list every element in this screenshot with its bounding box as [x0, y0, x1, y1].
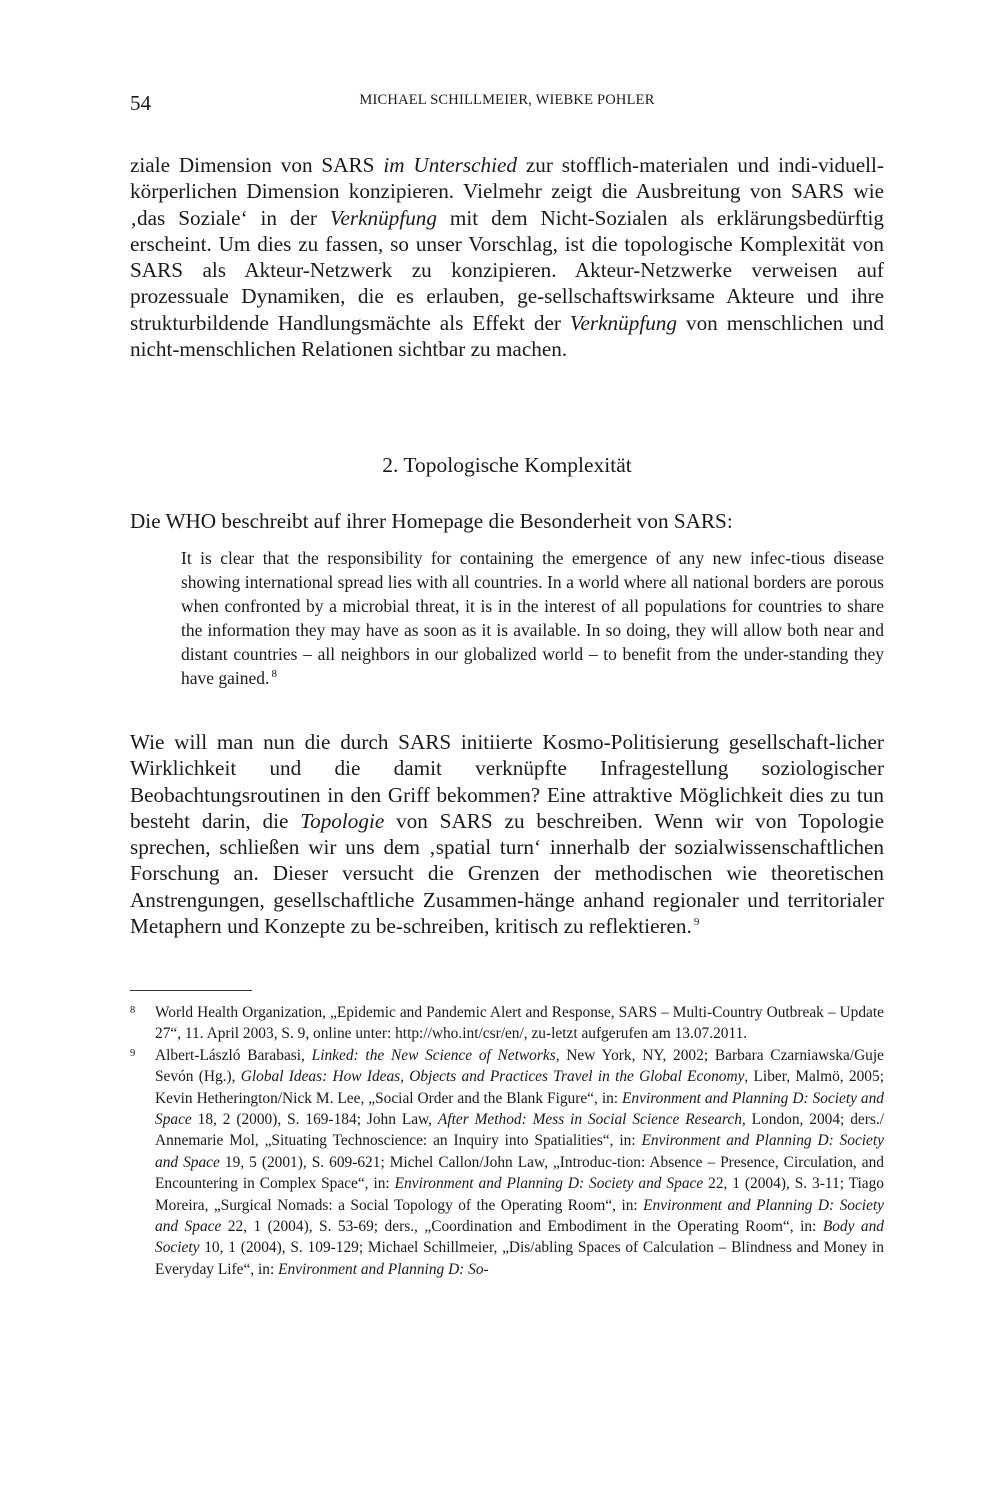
body-paragraph-1	[130, 152, 884, 362]
footnote-text	[155, 1045, 884, 1280]
italic-run: Environment and Planning D: Society and Space	[155, 1196, 885, 1236]
footnote-divider	[130, 990, 252, 991]
text-run: zur stofflich-materialen und indi-viduell-körperlichen Dimension konzipieren. Vielmehr zeigt die Ausbreitung von SARS wie ‚das Soziale‘ in der	[130, 153, 884, 230]
footnote-ref-9[interactable]: 9	[693, 916, 700, 929]
text-run: von SARS zu beschreiben. Wenn wir von Topologie sprechen, schließen wir uns dem ‚spatial turn‘ innerhalb der sozialwissenschaftlichen Forschung an. Dieser versucht die Grenzen der methodischen wie theoretischen Anstrengungen, gesellschaftliche Zusammen-hänge anhand regionaler und territorialer Metaphern und Konzepte zu be-schreiben, kritisch zu reflektieren.	[130, 808, 885, 939]
text-run: von menschlichen und nicht-menschlichen Relationen sichtbar zu machen.	[130, 310, 884, 362]
text-run: ziale Dimension von SARS	[130, 153, 384, 177]
text-run: 10, 1 (2004), S. 109-129; Michael Schillmeier, „Dis/abling Spaces of Calculation – Blindness and Money in Everyday Life“, in:	[155, 1239, 884, 1278]
italic-run: Topologie	[300, 808, 385, 833]
text-run: mit dem Nicht-Sozialen als erklärungsbedürftig erscheint. Um dies zu fassen, so unser Vorschlag, ist die topologische Komplexität von SARS als Akteur-Netzwerk zu konzipieren. Akteur-Netzwerke verweisen auf prozessuale Dynamiken, die es erlauben, ge-sellschaftswirksame Akteure und ihre strukturbildende Handlungsmächte als Effekt der	[130, 205, 884, 335]
italic-run: After Method: Mess in Social Science Research	[437, 1111, 742, 1129]
text-run: Albert-László Barabasi,	[155, 1046, 312, 1064]
italic-run: Verknüpfung	[329, 205, 437, 230]
italic-run: Global Ideas: How Ideas, Objects and Practices Travel in the Global Economy	[240, 1068, 745, 1086]
text-run: , Liber, Malmö, 2005; Kevin Hetherington/Nick M. Lee, „Social Order and the Blank Figure“, in:	[155, 1068, 884, 1107]
page-header	[130, 90, 884, 118]
text-run: 22, 1 (2004), S. 53-69; ders., „Coordination and Embodiment in the Operating Room“, in:	[221, 1218, 823, 1236]
footnote-text: World Health Organization, „Epidemic and Pandemic Alert and Response, SARS – Multi-Country Outbreak – Update 27“, 11. April 2003, S. 9, online unter: http://who.int/csr/en/, zu-letzt aufgerufen am 13.07.2011.	[155, 1004, 884, 1043]
italic-run: Environment and Planning D: So-	[278, 1260, 489, 1278]
text-run: 18, 2 (2000), S. 169-184; John Law,	[191, 1111, 438, 1129]
italic-run: Linked: the New Science of Networks	[311, 1046, 556, 1064]
text-run: , New York, NY, 2002; Barbara Czarniawska/Guje Sevón (Hg.),	[155, 1046, 884, 1086]
italic-run: Environment and Planning D: Society and Space	[394, 1175, 704, 1193]
italic-run: Environment and Planning D: Society and Space	[155, 1089, 884, 1129]
text-run: Wie will man nun die durch SARS initiierte Kosmo-Politisierung gesellschaft-licher Wirklichkeit und die damit verknüpfte Infragestellung soziologischer Beobachtungsroutinen in den Griff bekommen? Eine attraktive Möglichkeit dies zu tun besteht darin, die	[130, 730, 884, 833]
italic-run: Environment and Planning D: Society and Space	[155, 1132, 884, 1171]
italic-run: Body and Society	[155, 1218, 884, 1257]
quote-text: It is clear that the responsibility for containing the emergence of any new infec-tious disease showing international spread lies with all countries. In a world where all national borders are porous when confronted by a microbial threat, it is in the interest of all populations for countries to share the information they may have as soon as it is available. In so doing, they will allow both near and distant countries – all neighbors in our globalized world – to benefit from the under-standing they have gained.	[181, 548, 884, 688]
body-paragraph-2	[130, 729, 884, 939]
section-heading: 2. Topologische Komplexität	[382, 453, 632, 477]
italic-run: im Unterschied	[383, 153, 517, 177]
footnote-9	[130, 1045, 884, 1280]
footnote-number: 9	[130, 1047, 136, 1059]
page-number: 54	[130, 91, 151, 115]
footnotes	[130, 1002, 884, 1280]
footnote-8	[130, 1002, 884, 1045]
running-head: MICHAEL SCHILLMEIER, WIEBKE POHLER	[359, 92, 655, 108]
footnote-number: 8	[130, 1005, 136, 1016]
text-run: 19, 5 (2001), S. 609-621; Michel Callon/John Law, „Introduc-tion: Absence – Presence, Circulation, and Encountering in Complex Space“, in:	[155, 1153, 885, 1193]
footnote-ref-8[interactable]: 8	[271, 668, 277, 681]
text-run: 22, 1 (2004), S. 3-11; Tiago Moreira, „Surgical Nomads: a Social Topology of the Operating Room“, in:	[155, 1175, 884, 1214]
text-run: , London, 2004; ders./ Annemarie Mol, „Situating Technoscience: an Inquiry into Spatialities“, in:	[155, 1111, 884, 1150]
block-quote	[181, 546, 884, 690]
italic-run: Verknüpfung	[569, 310, 677, 335]
intro-sentence: Die WHO beschreibt auf ihrer Homepage die Besonderheit von SARS:	[130, 509, 733, 533]
